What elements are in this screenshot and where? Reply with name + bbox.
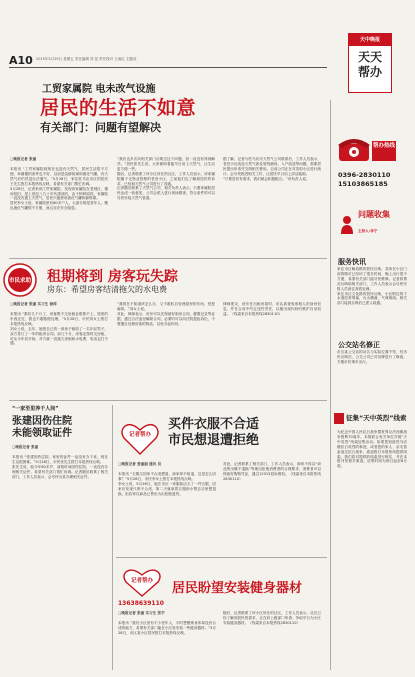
notice1-title: 服务快讯 <box>338 258 366 266</box>
sidebar-divider <box>330 100 331 670</box>
hotline-phone-2: 15103865185 <box>338 180 388 188</box>
zhengji-title: 征集“天中英烈”线索 <box>346 414 407 422</box>
story5-col1: 本报讯 “我们小区里有不少老年人，平时想锻炼身体却没有合适的地方，希望有关部门能在小区里安装一些健身器材。”5月28日，市区某小区居民拨打本报热线反映。 <box>118 621 216 635</box>
story2-byline: □晚报记者 张丽 实习生 徐萍 <box>10 302 57 306</box>
story5-tag-label: 记者帮办 <box>130 578 153 584</box>
host-label: 主持人:李宁 <box>358 229 378 233</box>
story1-col2: “我们也多次向相关部门反映过这个问题，但一直没有得到解决。”居民张先生说，大家都盼着能早日用上天然气，让生活更方便一些。 随后，记者联系了该小区所在的社区，工作人员表示，该家属院属于无物业管理的老旧小区，之前他们也了解到居民的诉求，已经和天然气公司进行了沟通。 记者随后联系了天然气公司，相关负责人表示，只要家属院居民达成一致意见，公司会派人进行现场勘查，符合条件的可以尽快安装天然气管道。 <box>117 157 215 201</box>
header-rule <box>9 67 327 68</box>
story3-body: 本报讯 “张建因伤住院，家里的证件一直没有办下来，现在生活很困难。”5月28日，市民张先生拨打本报热线反映。 张先生说，他今年60多岁，前段时间因伤住院，一直没有办理相关证件，希望有关部门帮忙协调。记者随后联系了相关部门，工作人员表示，会尽快为其办理相关证件。 <box>12 455 108 479</box>
story1-col1: 本报讯 “工贸家属院到现在也没有天然气，居民生活很不方便，家属楼的条件也不好，以前是烧蜂窝煤和液化气罐，有天然气后仍然没办法通气。”5月28日，家住驻马店市区的居民王先生拨打本报热线反映，希望有关部门帮忙协调。 5月28日，记者来到工贸家属院，发现该家属院在老城区，楼房较旧，是上世纪八九十年代建设的，由于种种原因，家属院一直没有通上天然气，居民只能使用液化气罐和蜂窝煤。 居民李女士说，家属院里有60多户人，大部分都是老年人，搬运液化气罐很不方便，而且存在安全隐患。 <box>10 167 108 211</box>
notice2-title: 公交站名修正 <box>338 341 380 349</box>
story2-tag-label: 市民求助 <box>8 278 31 284</box>
story4-rule <box>116 557 327 558</box>
notice1-body: 家住市区解放路的居民反映，其所在小区门前的路灯已经坏了很长时间，晚上出行很不方便，希望有关部门能尽快维修。记者将情况反映给相关部门，工作人员表示会尽快安排人员前往查看处理。 家住市区文化路的居民反映，小区附近的下水道经常堵塞，污水横流，气味难闻。相关部门接到反映后已派人疏通。 <box>337 267 407 306</box>
host-avatar <box>340 215 354 235</box>
story3-kicker: “一家至里养千人间” <box>12 406 59 412</box>
story5-col2: 随后，记者联系了该小区所在的社区，工作人员表示，社区已经了解到居民的需求，正在向上级部门申请，争取早日为小区安装健身器材。（线索来自本报热线2830110） <box>223 611 321 625</box>
story4-tag <box>120 418 160 458</box>
story1-kicker: 工贸家属院 电未改气设施 <box>42 84 156 95</box>
story5-hotline: 13638639110 <box>118 600 164 607</box>
notice2-body: 市区某公交站的站名与实际位置不符，经市民反映后，公交公司已对站牌进行了修改，方便市民乘车出行。 <box>337 350 407 364</box>
story1-byline: □晚报记者 张丽 <box>10 157 37 161</box>
story4-tag-label: 记者帮办 <box>128 432 151 438</box>
badge-main: 天天 帮办 <box>357 50 382 79</box>
story3-headline: 张建因伤住院 未能领取证件 <box>12 416 72 439</box>
page-number: A10 <box>9 54 33 67</box>
story2-headline: 租期将到 房客玩失踪 <box>47 269 178 285</box>
story5-headline: 居民盼望安装健身器材 <box>172 581 303 596</box>
column-badge <box>348 33 392 93</box>
story2-rule <box>9 400 327 401</box>
zhengji-box <box>334 412 410 426</box>
story1-col3: 据了解，记者与驻马店市天然气公司联系后，工作人员表示，老旧小区改造天然气涉及管线铺设、入户改造等问题，需要居民提出申请并交纳相关费用。目前公司正在对类似小区进行统计，会尽快推进相关工作，让居民早日用上清洁能源。 “只要居民有需求，我们就会积极配合。”该负责人说。 <box>223 157 321 181</box>
badge-top: 天中晚报 <box>349 34 391 46</box>
story2-col2: “我现在不知道该怎么办，又不敢私自处理屋里的东西，怕惹麻烦。”刘女士说。 对此，律师表示，房东可以先保留好租房合同、催缴记录等证据，通过合法途径解除合同，必要时可以向法院提起诉讼，不要擅自处理房客的物品，以免引起纠纷。 <box>117 302 215 326</box>
dateline: 2015年5月29日 星期五 责任编辑 刘 宽 责任校对 王雨红 主题词 <box>36 57 137 61</box>
phone-icon <box>336 135 372 163</box>
story4-byline: □晚报记者 姜丽丽 通讯 员 <box>118 462 162 466</box>
story2-tag <box>3 263 37 297</box>
hotline-box <box>336 131 406 201</box>
question-collection <box>336 207 406 252</box>
zhengji-body: 为纪念中国人民抗日战争暨世界反法西斯战争胜利70周年，本报联合有关单位开展“天中英烈”线索征集活动。如果您知道驻马店籍抗日英烈的事迹，或者您的家人、亲友曾参加过抗日战争，欢迎拨打本报热线提供线索。我们将对提供的线索进行核实，并在本报刊发相关事迹。征集时间为即日起至8月底。 <box>337 430 407 469</box>
story1-rule <box>9 258 327 259</box>
zhengji-marker <box>334 413 344 424</box>
story1-headline: 居民的生活不如意 <box>40 97 197 119</box>
story2-col3: 律师建议，房东在出租房屋时，应认真查验承租人的身份信息，并在合同中约定违约责任，以便出现纠纷时维护自身权益。（线索来自本报热线2830110） <box>223 302 321 316</box>
story5-byline: □晚报记者 张丽 实习生 张宇 <box>118 611 165 615</box>
story1-subhead: 有关部门：问题有望解决 <box>40 121 161 134</box>
question-title: 问题收集 <box>358 210 390 219</box>
story2-subhead: 房东：希望房客结清拖欠的水电费 <box>47 285 167 294</box>
story4-headline: 买件衣服不合适 市民想退遭拒绝 <box>168 417 260 448</box>
story3-divider <box>112 405 113 670</box>
story3-byline: □晚报记者 张丽 <box>12 445 39 449</box>
story4-col2: 对此，记者联系了相关部门，工作人员表示，商家不得以“商品售出概不退换”等理由拒绝消费者的合理要求，消费者可以保留好购物凭证，通过12315投诉维权。（线索来自本报热线2830110） <box>223 462 321 481</box>
story5-tag <box>120 566 164 598</box>
story2-col1: 本报讯 “都好几个月了，房客既不交房租也联系不上，屋里的东西还在，我也不敢随便处理。”5月28日，市民刘女士拨打本报热线反映。 刘女士说，去年，她把自己的一套房子租给了一名年轻男子，双方签订了一年的租房合同。前几个月，房客还按时交房租，可从今年初开始，对方就一直拖欠房租和水电费，电话也打不通。 <box>10 312 108 346</box>
hotline-label: 帮办热线 <box>372 141 396 161</box>
hotline-phone-1: 0396-2830110 <box>338 171 391 179</box>
story4-col1: 本报讯 “衣服买回家不合适想退，商家却不给退，这是怎么回事？”5月28日，市民李女士拨打本报热线反映。 李女士说，5月26日，她在市区一家服装店买了一件衣服，回家后发现尺码不合适，第二天就拿着衣服和小票去店里想退换，但店家以商品已售出为由拒绝退货。 <box>118 472 216 496</box>
